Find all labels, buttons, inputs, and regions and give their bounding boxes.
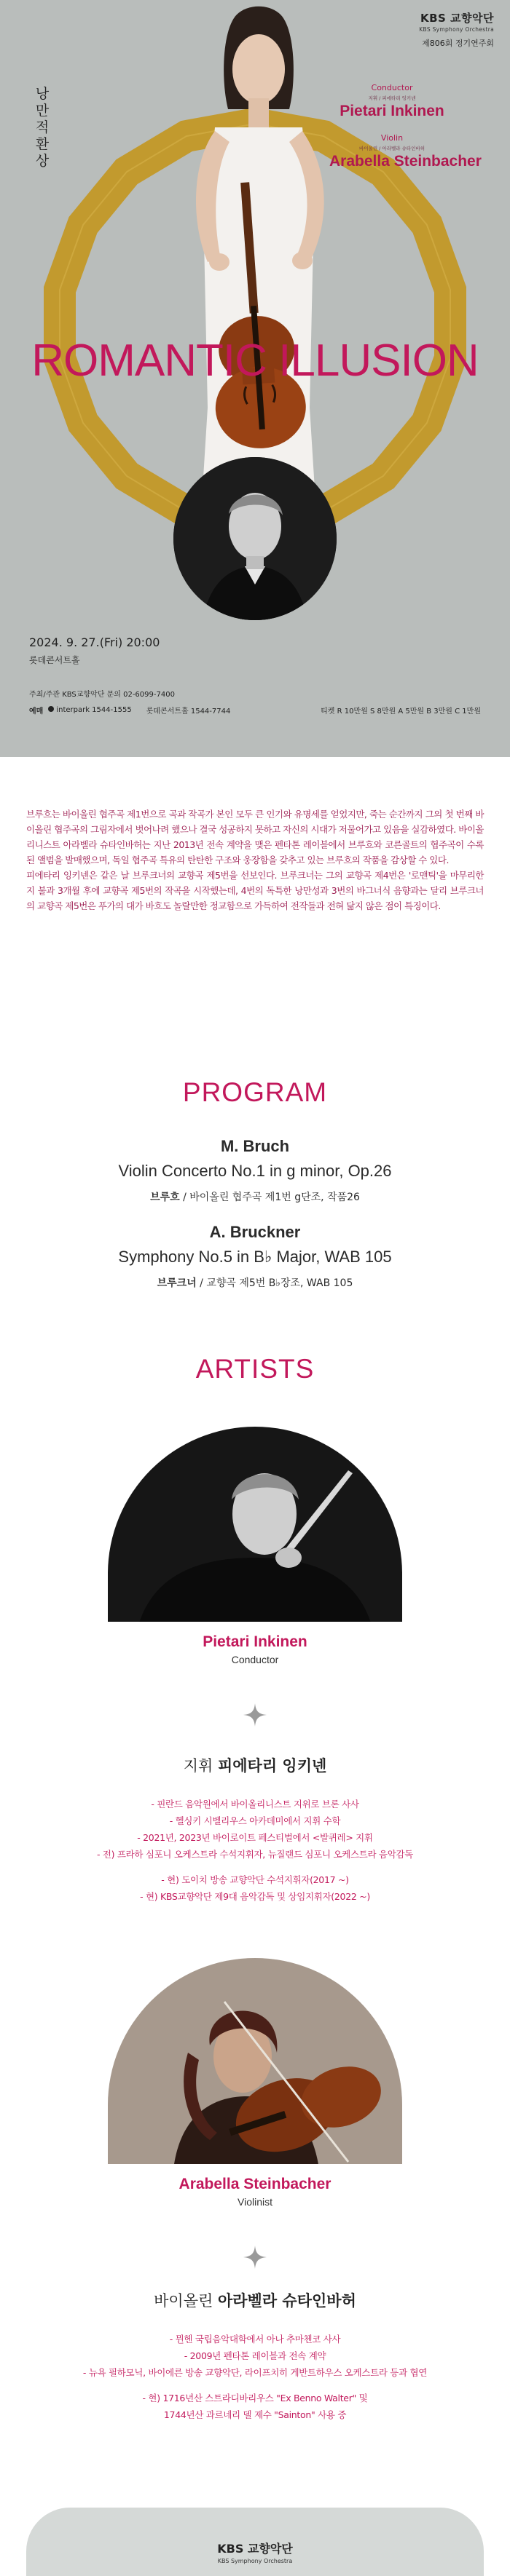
footer-logo <box>26 2540 484 2564</box>
conductor-card-label <box>108 1622 402 1689</box>
bio-line: - 뉴욕 필하모닉, 바이에른 방송 교향악단, 라이프치히 게반트하우스 오케스트라 등과 협연 <box>82 2367 428 2378</box>
program-korean <box>0 1275 510 1290</box>
concert-venue: 롯데콘서트홀 <box>29 655 80 665</box>
logo-main-text: KBS 교향악단 <box>420 12 494 25</box>
concert-number: 제806회 정기연주회 <box>422 39 494 48</box>
conductor-role: Conductor <box>371 83 413 92</box>
program-korean-composer: 브루크너 <box>157 1277 197 1289</box>
bio-line: - 헬싱키 시벨리우스 아카데미에서 지휘 수학 <box>169 1815 341 1826</box>
violinist-name: Arabella Steinbacher <box>329 153 482 170</box>
conductor-name: Pietari Inkinen <box>340 103 444 119</box>
logo-sub-text: KBS Symphony Orchestra <box>419 26 494 33</box>
footer <box>26 2508 484 2576</box>
program-work: Violin Concerto No.1 in g minor, Op.26 <box>118 1162 392 1180</box>
violinist-card-name: Arabella Steinbacher <box>178 2176 332 2192</box>
program-item-bruch <box>0 1137 510 1204</box>
bio-line: - 2021년, 2023년 바이로이트 페스티벌에서 <발퀴레> 지휘 <box>137 1832 373 1843</box>
conductor-korean-heading <box>0 1754 510 1776</box>
intro-text <box>26 807 484 914</box>
conductor-bio <box>0 1796 510 1905</box>
booking-info <box>29 705 230 716</box>
conductor-card-role: Conductor <box>231 1654 279 1665</box>
artists-heading: ARTISTS <box>195 1354 315 1384</box>
bio-line: - 뮌헨 국립음악대학에서 아나 추마첸코 사사 <box>169 2334 341 2345</box>
program-composer: A. Bruckner <box>209 1223 301 1241</box>
lotte-booking[interactable]: 롯데콘서트홀 1544-7744 <box>146 708 231 716</box>
ticket-prices: 티켓 R 10만원 S 8만원 A 5만원 B 3만원 C 1만원 <box>321 708 481 716</box>
bio-line: - 현) 도이치 방송 교향악단 수석지휘자(2017 ~) <box>161 1874 349 1885</box>
program-korean-work: / 교향곡 제5번 B♭장조, WAB 105 <box>196 1277 353 1289</box>
conductor-portrait <box>173 457 337 620</box>
bio-line: - 전) 프라하 심포니 오케스트라 수석지휘자, 뉴질랜드 심포니 오케스트라 음악감독 <box>96 1849 414 1860</box>
program-korean <box>0 1189 510 1204</box>
footer-logo-sub: KBS Symphony Orchestra <box>217 2558 293 2564</box>
conductor-korean: 지휘 / 피에타리 잉키넨 <box>368 95 416 101</box>
violinist-bio <box>0 2331 510 2423</box>
violinist-korean-heading <box>0 2289 510 2311</box>
violinist-korean-name: 아라벨라 슈타인바허 <box>217 2292 356 2310</box>
intro-paragraph-1: 브루흐는 바이올린 협주곡 제1번으로 곡과 작곡가 본인 모두 큰 인기와 유명세를 얻었지만, 죽는 순간까지 그의 첫 번째 바이올린 협주곡의 그림자에서 벗어나려 했으나 결국 성공하지 못하고 자신의 시대가 저물어가고 있음을 실감하였다. 바이올리니스트 아라벨라 슈타인바허는 지난 2013년 전속 계약을 맺은 펜타톤 레이블에서 브루흐와 코른골트의 협주곡이 수록된 앨범을 발매했으며, 독일 협주곡 특유의 탄탄한 구조와 웅장함을 갖추고 있는 브루흐의 작품을 감상할 수 있다. <box>26 809 484 865</box>
concert-poster <box>0 0 510 757</box>
conductor-portrait-image <box>173 457 337 620</box>
bio-line: - 2009년 펜타톤 레이블과 전속 계약 <box>184 2350 326 2361</box>
conductor-korean-role: 지휘 <box>183 1757 218 1775</box>
program-heading: PROGRAM <box>182 1077 328 1107</box>
footer-logo-main: KBS 교향악단 <box>217 2542 293 2556</box>
bio-line: - 현) 1716년산 스트라디바리우스 "Ex Benno Walter" 및 <box>142 2393 368 2403</box>
bio-line: - 현) KBS교향악단 제9대 음악감독 및 상임지휘자(2022 ~) <box>140 1891 370 1902</box>
conductor-card <box>108 1427 402 1689</box>
poster-title: ROMANTIC ILLUSION <box>31 336 479 386</box>
violin-role: Violin <box>380 133 404 143</box>
bio-line: 1744년산 과르네리 델 제수 "Sainton" 사용 중 <box>163 2409 347 2420</box>
host-contact: 주최/주관 KBS교향악단 문의 02-6099-7400 <box>29 691 175 699</box>
poster-credits <box>329 83 482 170</box>
program-work: Symphony No.5 in B♭ Major, WAB 105 <box>118 1248 392 1266</box>
concert-date: 2024. 9. 27.(Fri) 20:00 <box>29 635 160 649</box>
violinist-card-label <box>108 2164 402 2231</box>
program-korean-work: / 바이올린 협주곡 제1번 g단조, 작품26 <box>179 1192 360 1203</box>
program-korean-composer: 브루흐 <box>150 1192 180 1203</box>
kbs-logo <box>419 10 494 49</box>
violin-korean: 바이올린 / 아라벨라 슈타인바허 <box>358 146 425 151</box>
interpark-icon <box>47 705 55 715</box>
interpark-booking[interactable] <box>47 705 131 715</box>
booking-label: 예매 <box>29 708 44 716</box>
conductor-korean-name: 피에타리 잉키넨 <box>217 1757 327 1775</box>
sparkle-icon <box>243 1703 267 1727</box>
conductor-card-name: Pietari Inkinen <box>203 1633 307 1650</box>
bio-line: - 핀란드 음악원에서 바이올리니스트 지위로 브론 사사 <box>151 1799 359 1810</box>
program-item-bruckner <box>0 1223 510 1290</box>
violinist-card <box>108 1958 402 2231</box>
violinist-photo <box>108 1958 402 2169</box>
interpark-text: interpark 1544-1555 <box>56 706 132 714</box>
vertical-korean-title: 낭만적환상 <box>35 86 50 169</box>
intro-paragraph-2: 피에타리 잉키넨은 같은 날 브루크너의 교향곡 제5번을 선보인다. 브루크너는 그의 교향곡 제4번은 '로맨틱'을 마무리한 지 불과 3개월 후에 교향곡 제5번의 작곡을 시작했는데, 4번의 독특한 낭만성과 3번의 바그너식 음향과는 달리 브루크너의 교향곡 제5번은 푸가의 대가 바흐도 놀랄만한 정교함으로 가득하여 전작들과 전혀 닮지 않은 점이 특징이다. <box>26 870 484 911</box>
violinist-card-role: Violinist <box>238 2196 272 2208</box>
conductor-photo <box>108 1427 402 1630</box>
violinist-korean-role: 바이올린 <box>154 2292 218 2310</box>
program-composer: M. Bruch <box>220 1137 290 1155</box>
sparkle-icon <box>243 2246 267 2269</box>
